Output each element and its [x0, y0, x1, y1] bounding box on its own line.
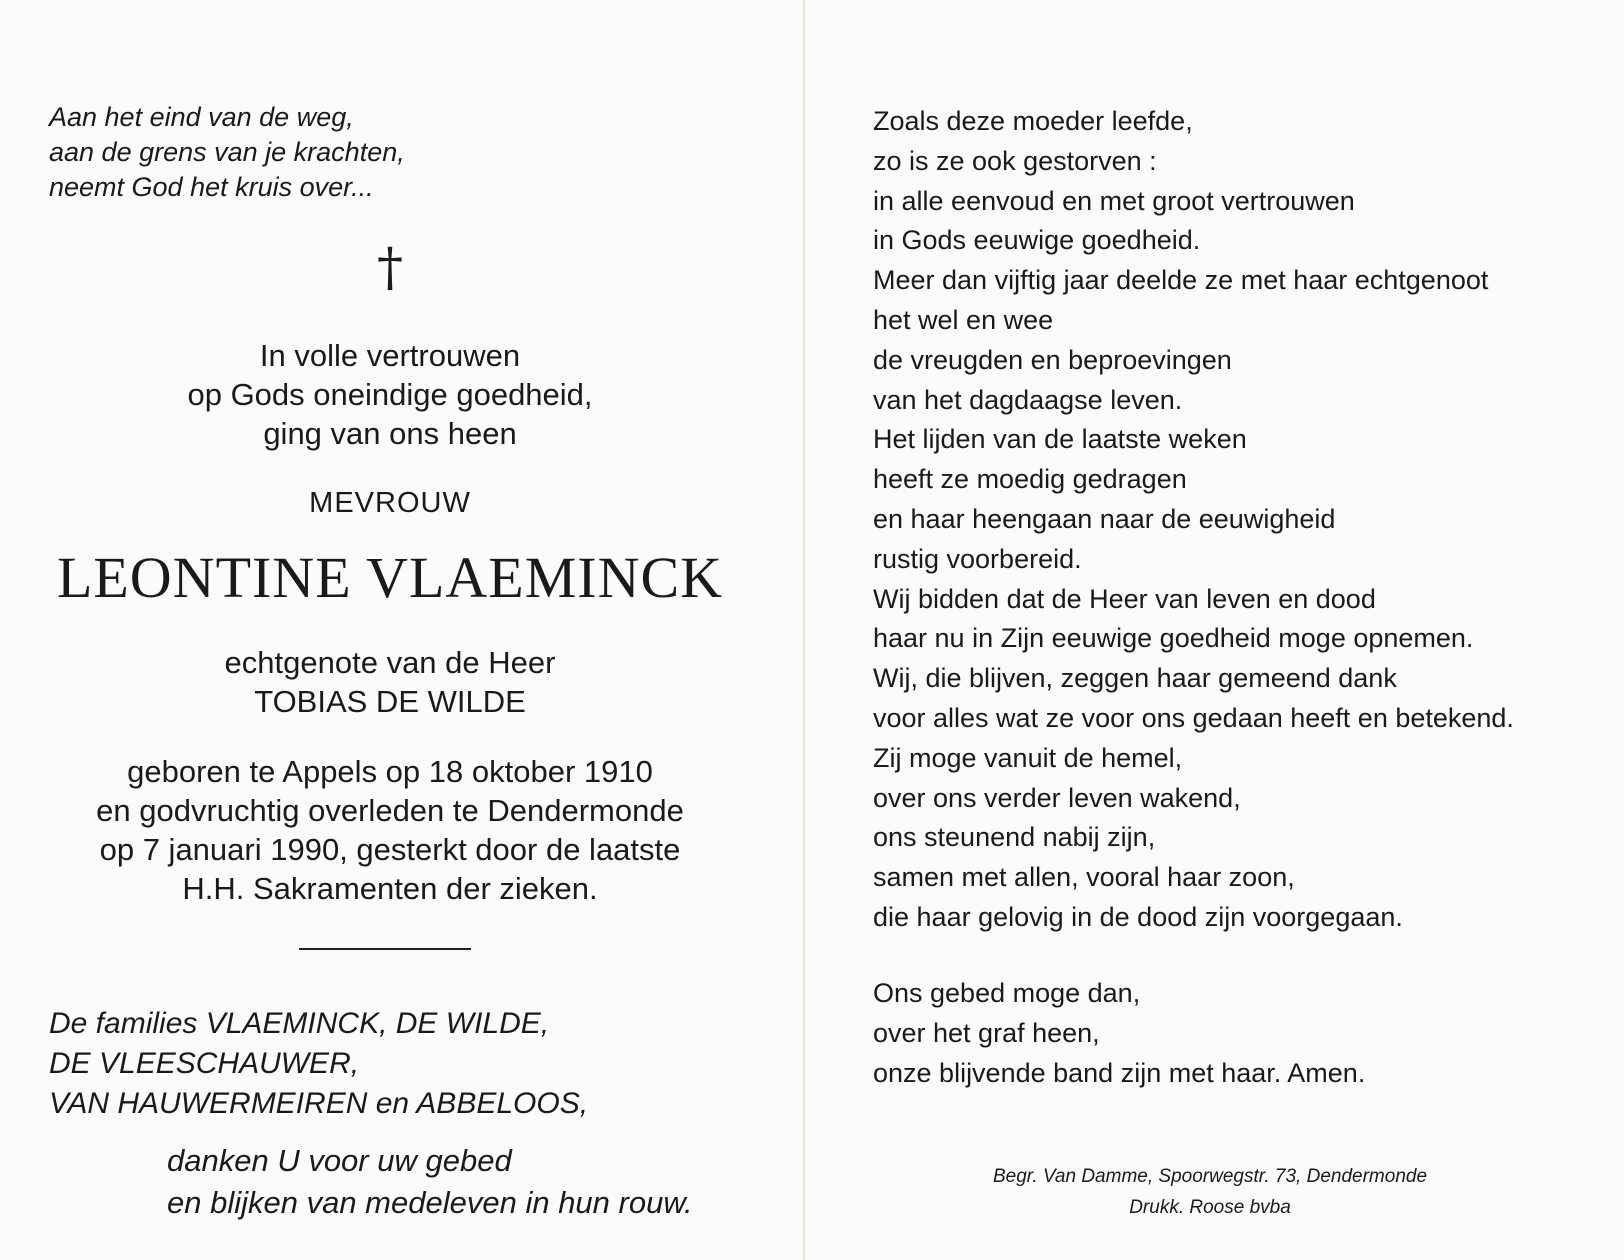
- poem-line: van het dagdaagse leven.: [873, 384, 1183, 415]
- intro-text: [40, 336, 740, 453]
- poem-line: heeft ze moedig gedragen: [873, 464, 1187, 495]
- poem-line: over ons verder leven wakend,: [873, 782, 1241, 813]
- poem-line: en haar heengaan naar de eeuwigheid: [873, 503, 1336, 534]
- prayer-line: onze blijvende band zijn met haar. Amen.: [873, 1057, 1366, 1088]
- poem-line: Wij bidden dat de Heer van leven en dood: [873, 583, 1376, 614]
- verse-line: neemt God het kruis over...: [49, 172, 374, 202]
- poem-line: Wij, die blijven, zeggen haar gemeend dank: [873, 663, 1397, 694]
- prayer-line: Ons gebed moge dan,: [873, 978, 1141, 1008]
- poem-line: samen met allen, vooral haar zoon,: [873, 862, 1295, 893]
- thanks-line: en blijken van medeleven in hun rouw.: [167, 1185, 693, 1220]
- left-panel: [0, 0, 800, 1260]
- verse-line: aan de grens van je krachten,: [49, 137, 405, 167]
- intro-line: ging van ons heen: [263, 416, 517, 451]
- intro-line: In volle vertrouwen: [259, 338, 521, 373]
- poem-line: in alle eenvoud en met groot vertrouwen: [873, 185, 1355, 216]
- intro-line: op Gods oneindige goedheid,: [187, 377, 593, 412]
- card-fold: [803, 0, 805, 1260]
- dates-line: H.H. Sakramenten der zieken.: [182, 871, 598, 906]
- opening-verse: [49, 100, 405, 205]
- poem-line: de vreugden en beproevingen: [873, 344, 1232, 375]
- dates-line: en godvruchtig overleden te Dendermonde: [96, 793, 684, 828]
- poem-line: Het lijden van de laatste weken: [873, 424, 1247, 455]
- closing-prayer: [873, 974, 1365, 1093]
- families-line: DE VLEESCHAUWER,: [49, 1047, 360, 1080]
- poem-line: rustig voorbereid.: [873, 543, 1082, 574]
- thanks-text: [167, 1140, 693, 1224]
- families-line: VAN HAUWERMEIREN en ABBELOOS,: [49, 1087, 589, 1120]
- spouse-info: [40, 643, 740, 721]
- cross-icon: †: [377, 238, 403, 298]
- divider: [299, 948, 471, 950]
- memorial-poem: [873, 102, 1514, 938]
- spouse-line: echtgenote van de Heer: [224, 645, 556, 680]
- prayer-line: over het graf heen,: [873, 1017, 1100, 1048]
- thanks-line: danken U voor uw gebed: [167, 1143, 512, 1178]
- verse-line: Aan het eind van de weg,: [49, 102, 354, 132]
- poem-line: Zij moge vanuit de hemel,: [873, 742, 1183, 773]
- poem-line: in Gods eeuwige goedheid.: [873, 225, 1201, 256]
- printer-line: Drukk. Roose bvba: [1129, 1197, 1291, 1218]
- deceased-name: LEONTINE VLAEMINCK: [56, 545, 724, 610]
- poem-line: het wel en wee: [873, 304, 1054, 335]
- printer-line: Begr. Van Damme, Spoorwegstr. 73, Dendermonde: [992, 1166, 1428, 1187]
- dates-line: geboren te Appels op 18 oktober 1910: [127, 754, 653, 789]
- dates-line: op 7 januari 1990, gesterkt door de laatste: [99, 832, 681, 867]
- poem-line: zo is ze ook gestorven :: [873, 145, 1157, 176]
- poem-line: Zoals deze moeder leefde,: [873, 106, 1193, 136]
- poem-line: haar nu in Zijn eeuwige goedheid moge opnemen.: [873, 623, 1474, 654]
- families-list: [49, 1004, 588, 1124]
- families-line: De families VLAEMINCK, DE WILDE,: [49, 1007, 550, 1040]
- title-label: MEVROUW: [309, 487, 471, 519]
- life-dates: [40, 752, 740, 908]
- spouse-line: TOBIAS DE WILDE: [254, 684, 526, 719]
- printer-credits: [940, 1161, 1480, 1223]
- poem-line: ons steunend nabij zijn,: [873, 822, 1156, 853]
- poem-line: die haar gelovig in de dood zijn voorgegaan.: [873, 901, 1403, 932]
- poem-line: Meer dan vijftig jaar deelde ze met haar echtgenoot: [873, 265, 1489, 296]
- poem-line: voor alles wat ze voor ons gedaan heeft en betekend.: [873, 702, 1514, 733]
